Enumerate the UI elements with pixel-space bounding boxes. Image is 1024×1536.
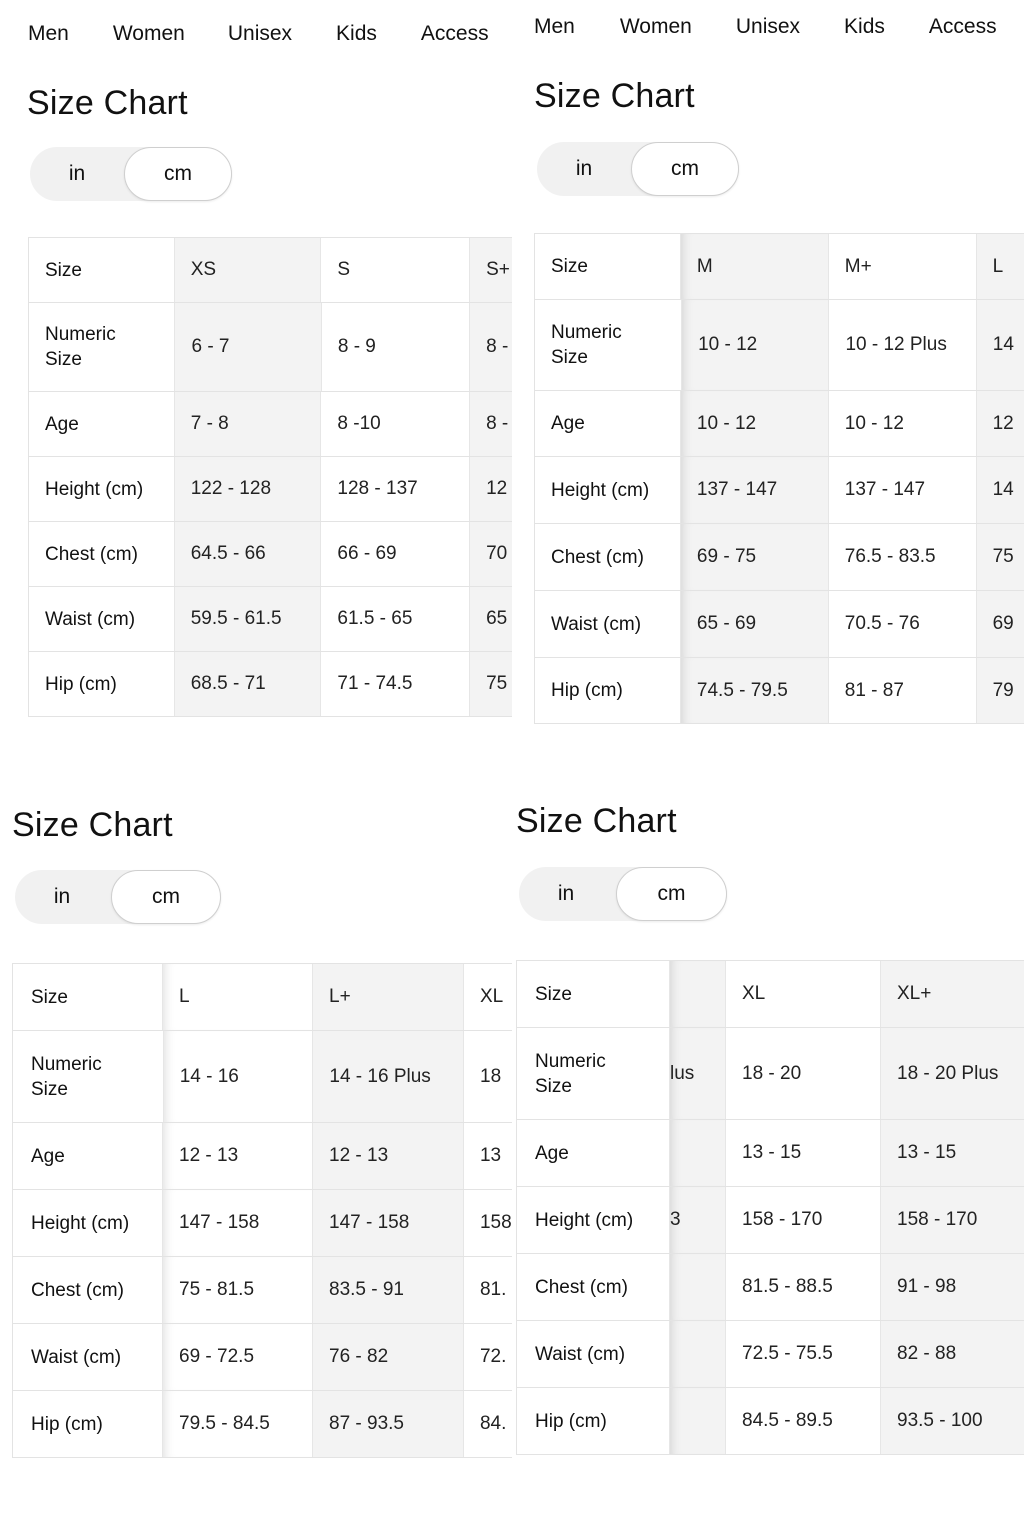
row-label-size: Size: [517, 961, 670, 1027]
table-cell: 18: [464, 1031, 512, 1122]
table-cell: 65: [470, 587, 512, 651]
table-cell: 8 - 9: [322, 303, 470, 391]
table-cell: 68.5 - 71: [175, 652, 322, 716]
table-cell: 65 - 69: [681, 591, 829, 657]
table-cell: 128 - 137: [321, 457, 470, 521]
row-label-age: Age: [535, 391, 681, 456]
row-label-waist: Waist (cm): [29, 587, 175, 651]
table-cell: S+: [470, 238, 512, 302]
table-cell: 82 - 88: [881, 1321, 1024, 1387]
table-cell: 83.5 - 91: [313, 1257, 464, 1323]
row-label-hip: Hip (cm): [29, 652, 175, 716]
table-cell: 10 - 12: [682, 300, 829, 390]
table-cell: 75 - 81.5: [163, 1257, 313, 1323]
table-cell: 87 - 93.5: [313, 1391, 464, 1457]
table-cell: L: [977, 234, 1024, 299]
row-label-height: Height (cm): [13, 1190, 163, 1256]
row-label-chest: Chest (cm): [13, 1257, 163, 1323]
unit-in-option[interactable]: in: [557, 882, 575, 905]
table-cell: 14: [977, 457, 1024, 523]
row-label-chest: Chest (cm): [517, 1254, 670, 1320]
table-cell: 122 - 128: [175, 457, 322, 521]
row-label-height: Height (cm): [535, 457, 681, 523]
table-cell: 13 - 15: [726, 1120, 881, 1186]
unit-in-option[interactable]: in: [68, 162, 86, 185]
table-cell: 66 - 69: [321, 522, 470, 586]
table-cell: 12 - 13: [163, 1123, 313, 1189]
table-cell: 137 - 147: [681, 457, 829, 523]
unit-cm-option[interactable]: cm: [616, 867, 727, 921]
table-cell: 8 -10: [321, 392, 470, 456]
table-cell: XL: [464, 964, 512, 1030]
table-cell: 7 - 8: [175, 392, 322, 456]
table-cell: 69 - 72.5: [163, 1324, 313, 1390]
table-cell: 70.5 - 76: [829, 591, 977, 657]
table-cell: L: [163, 964, 313, 1030]
table-cell: 72.: [464, 1324, 512, 1390]
unit-toggle[interactable]: [537, 142, 739, 196]
table-cell: 12 - 13: [313, 1123, 464, 1189]
row-label-age: Age: [29, 392, 175, 456]
table-cell: 91 - 98: [881, 1254, 1024, 1320]
size-table: [28, 237, 512, 717]
table-cell: XS: [175, 238, 322, 302]
table-cell: 158 - 170: [881, 1187, 1024, 1253]
table-cell: 84.: [464, 1391, 512, 1457]
table-cell: 84.5 - 89.5: [726, 1388, 881, 1454]
table-cell: 75: [470, 652, 512, 716]
unit-toggle[interactable]: [30, 147, 232, 201]
row-label-height: Height (cm): [29, 457, 175, 521]
nav-women[interactable]: Women: [619, 15, 692, 38]
row-label-numeric-size: Numeric Size: [29, 303, 175, 391]
table-cell: 79: [977, 658, 1024, 723]
table-cell: 71 - 74.5: [321, 652, 470, 716]
size-table: [516, 960, 1024, 1455]
size-chart-panel-4: [512, 760, 1024, 1536]
row-label-waist: Waist (cm): [535, 591, 681, 657]
table-cell: 76.5 - 83.5: [829, 524, 977, 590]
table-cell: L+: [313, 964, 464, 1030]
table-cell: 59.5 - 61.5: [175, 587, 322, 651]
table-cell: 14 - 16 Plus: [313, 1031, 464, 1122]
row-label-height: Height (cm): [517, 1187, 670, 1253]
table-cell: 14: [977, 300, 1024, 390]
table-cell: M+: [829, 234, 977, 299]
table-cell: 79.5 - 84.5: [163, 1391, 313, 1457]
unit-cm-option[interactable]: cm: [124, 147, 232, 201]
row-label-chest: Chest (cm): [535, 524, 681, 590]
nav-unisex[interactable]: Unisex: [735, 15, 801, 38]
table-cell: 10 - 12: [681, 391, 829, 456]
row-label-hip: Hip (cm): [517, 1388, 670, 1454]
unit-cm-option[interactable]: cm: [111, 870, 221, 924]
row-label-size: Size: [29, 238, 175, 302]
table-cell: 69: [977, 591, 1024, 657]
table-cell: 93.5 - 100: [881, 1388, 1024, 1454]
nav-men[interactable]: Men: [534, 15, 575, 38]
size-table: [534, 233, 1024, 724]
table-cell: M: [681, 234, 829, 299]
row-label-numeric-size: Numeric Size: [517, 1028, 670, 1119]
table-cell: 18 - 20 Plus: [881, 1028, 1024, 1119]
table-cell: 70: [470, 522, 512, 586]
row-label-numeric-size: Numeric Size: [13, 1031, 164, 1122]
table-cell: lus: [670, 1028, 726, 1119]
table-cell: XL: [726, 961, 881, 1027]
table-cell: S: [321, 238, 470, 302]
row-label-numeric-size: Numeric Size: [535, 300, 682, 390]
table-cell: 81.5 - 88.5: [726, 1254, 881, 1320]
table-cell: 147 - 158: [163, 1190, 313, 1256]
table-cell: 6 - 7: [175, 303, 321, 391]
table-cell: [670, 1120, 726, 1186]
nav-accessories[interactable]: Access: [420, 22, 489, 45]
table-cell: 158: [464, 1190, 512, 1256]
size-table: [12, 963, 512, 1458]
table-cell: 13: [464, 1123, 512, 1189]
table-cell: 81.: [464, 1257, 512, 1323]
size-chart-panel-3: [0, 760, 512, 1536]
table-cell: [670, 1321, 726, 1387]
nav-unisex[interactable]: Unisex: [227, 22, 293, 45]
page-title: Size Chart: [516, 802, 677, 840]
table-cell: [670, 1388, 726, 1454]
table-cell: 13 - 15: [881, 1120, 1024, 1186]
row-label-size: Size: [13, 964, 163, 1030]
nav-accessories[interactable]: Access: [928, 15, 997, 38]
table-cell: 64.5 - 66: [175, 522, 322, 586]
table-cell: 72.5 - 75.5: [726, 1321, 881, 1387]
size-chart-panel-2: [512, 0, 1024, 760]
table-cell: 8 -: [470, 303, 512, 391]
table-cell: 3: [670, 1187, 726, 1253]
page-title: Size Chart: [534, 77, 695, 115]
table-cell: 14 - 16: [164, 1031, 314, 1122]
table-cell: 76 - 82: [313, 1324, 464, 1390]
nav-men[interactable]: Men: [28, 22, 69, 45]
table-cell: 158 - 170: [726, 1187, 881, 1253]
unit-in-option[interactable]: in: [575, 157, 593, 180]
row-label-waist: Waist (cm): [13, 1324, 163, 1390]
category-nav: [534, 15, 1024, 39]
table-cell: 75: [977, 524, 1024, 590]
table-cell: 12: [977, 391, 1024, 456]
row-label-chest: Chest (cm): [29, 522, 175, 586]
row-label-size: Size: [535, 234, 681, 299]
unit-in-option[interactable]: in: [53, 885, 71, 908]
row-label-hip: Hip (cm): [13, 1391, 163, 1457]
table-cell: 8 -: [470, 392, 512, 456]
table-cell: XL+: [881, 961, 1024, 1027]
table-cell: 10 - 12: [829, 391, 977, 456]
nav-kids[interactable]: Kids: [336, 22, 377, 45]
page-title: Size Chart: [12, 806, 173, 844]
page-title: Size Chart: [27, 84, 188, 122]
table-cell: 69 - 75: [681, 524, 829, 590]
size-chart-panel-1: [0, 0, 512, 760]
table-cell: [670, 961, 726, 1027]
table-cell: 12: [470, 457, 512, 521]
unit-toggle[interactable]: [15, 870, 221, 924]
row-label-hip: Hip (cm): [535, 658, 681, 723]
table-cell: 81 - 87: [829, 658, 977, 723]
row-label-age: Age: [13, 1123, 163, 1189]
table-cell: [670, 1254, 726, 1320]
table-cell: 147 - 158: [313, 1190, 464, 1256]
category-nav: [28, 22, 512, 46]
table-cell: 74.5 - 79.5: [681, 658, 829, 723]
nav-kids[interactable]: Kids: [844, 15, 885, 38]
unit-toggle[interactable]: [519, 867, 727, 921]
nav-women[interactable]: Women: [112, 22, 185, 45]
unit-cm-option[interactable]: cm: [631, 142, 739, 196]
table-cell: 18 - 20: [726, 1028, 881, 1119]
row-label-waist: Waist (cm): [517, 1321, 670, 1387]
table-cell: 137 - 147: [829, 457, 977, 523]
row-label-age: Age: [517, 1120, 670, 1186]
table-cell: 10 - 12 Plus: [829, 300, 976, 390]
table-cell: 61.5 - 65: [321, 587, 470, 651]
